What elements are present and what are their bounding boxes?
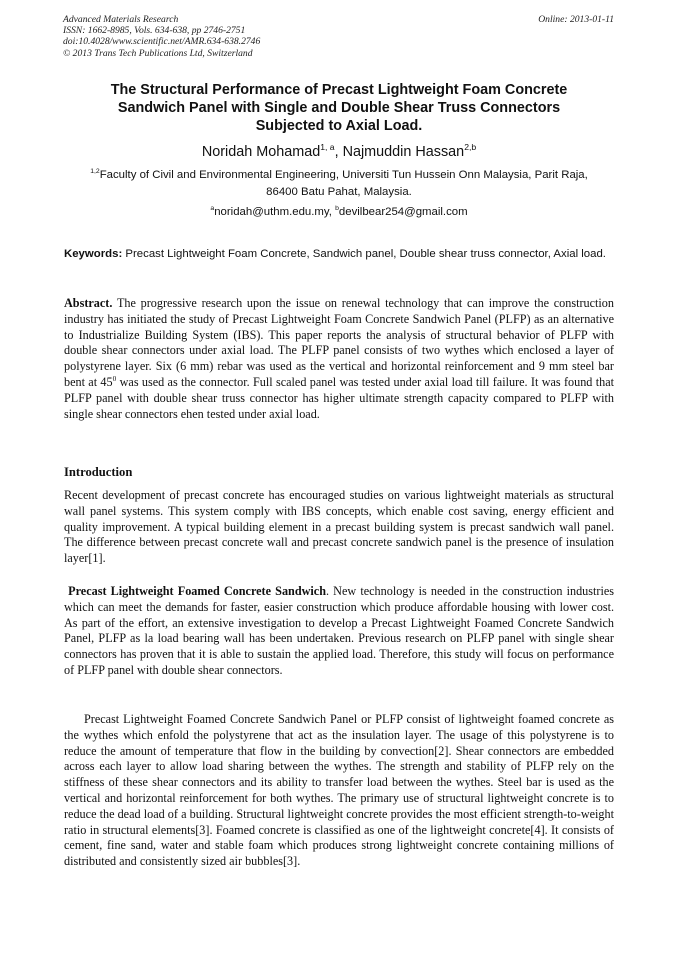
introduction-heading: Introduction — [64, 465, 133, 479]
paragraph-2-text: . New technology is needed in the construction industries which can meet the demands for faster, easier construction which produce affordable housing with lower cost. As part of the effort, an extensive investigation to develop a Precast Lightweight Foamed Concrete Sandwich Panel, PLFP as la load bearing wall has been undertaken. Previous research on PLFP panel with single shear connectors has proven that it is able to sustain the applied load. Therefore, this study will focus on performance of PLFP panel with double shear connectors. — [64, 584, 614, 677]
title-line-2: Sandwich Panel with Single and Double Shear Truss Connectors — [117, 100, 561, 116]
abstract-text-2: was used as the connector. Full scaled panel was tested under axial load till failure. It was found that PLFP panel with double shear truss connector has higher ultimate strength capacity compared to PLFP with single shear connectors ehen tested under axial load. — [64, 374, 615, 421]
paper-title — [64, 81, 614, 135]
journal-name: Advanced Materials Research — [63, 14, 179, 25]
intro-paragraph-1: Recent development of precast concrete has encouraged studies on various lightweight materials as structural wall panel systems. This system comply with IBS concepts, which enable cost saving, energy efficient and quality improvement. A typical building element in a precast building system is precast sandwich wall panel. The difference between precast concrete wall and precast concrete sandwich panel is the presence of insulation layer[1]. — [64, 488, 614, 566]
online-date: Online: 2013-01-11 — [538, 14, 614, 25]
email-a[interactable]: noridah@uthm.edu.my, — [214, 206, 336, 218]
intro-paragraph-3: Precast Lightweight Foamed Concrete Sandwich Panel or PLFP consist of lightweight foamed concrete as the wythes which enfold the polystyrene that act as the insulation layer. The usage of this polystyrene is to reduce the amount of temperature that flow in the building by convection[2]. Shear connectors are embedded across each layer to allow load sharing between the wythes. The strength and stability of PLFP rely on the stiffness of these shear connectors and its ability to transfer load between the wythes. Steel bar is used as the vertical and horizontal reinforcement for both wythes. The primary use of structural lightweight concrete is to reduce the dead load of a building. Structural lightweight concrete provides the most efficient strength-to-weight ratio in structural elements[3]. Foamed concrete is classified as one of the lightweight concrete[4]. It consists of cement, fine sand, water and stable foam which produces strong lightweight concrete containing millions of distributed and consistently sized air bubbles[3]. — [64, 712, 614, 869]
copyright-line: © 2013 Trans Tech Publications Ltd, Switzerland — [63, 47, 253, 59]
affiliation — [64, 167, 614, 201]
journal-header — [63, 14, 260, 59]
abstract-degree-superscript: 0 — [112, 373, 117, 383]
affiliation-line-2: 86400 Batu Pahat, Malaysia. — [266, 186, 412, 198]
affiliation-superscript: 1,2 — [90, 168, 100, 176]
affiliation-line-1 — [64, 167, 614, 184]
affiliation-text-1: Faculty of Civil and Environmental Engineering, Universiti Tun Hussein Onn Malaysia, Parit Raja, — [99, 169, 588, 181]
doi-line: doi:10.4028/www.scientific.net/AMR.634-638.2746 — [63, 36, 261, 48]
email-a-superscript: a — [210, 205, 215, 213]
abstract — [64, 296, 614, 422]
keywords — [64, 247, 614, 263]
keywords-text: Precast Lightweight Foam Concrete, Sandwich panel, Double shear truss connector, Axial load. — [122, 248, 606, 260]
author-2-superscript: 2,b — [464, 142, 477, 153]
author-list — [64, 142, 614, 162]
author-1-name: Noridah Mohamad — [201, 144, 321, 160]
intro-paragraph-2 — [64, 584, 614, 679]
email-b-superscript: b — [335, 205, 339, 213]
author-emails — [64, 204, 614, 220]
abstract-text-1: The progressive research upon the issue on renewal technology that can improve the construction industry has initiated the study of Precast Lightweight Foam Concrete Sandwich Panel (PLFP) as an alternative to Industrialize Building System (IBS). This paper reports the analysis of structural behavior of PLFP with double shear connectors under axial load. The PLFP panel consists of two wythes which enclosed a layer of polystyrene layer. Six (6 mm) rebar was used as the vertical and horizontal reinforcement and 9 mm steel bar bent at 45 — [64, 296, 614, 389]
paragraph-2-lead: Precast Lightweight Foamed Concrete Sandwich — [68, 584, 326, 598]
title-line-3: Subjected to Axial Load. — [255, 118, 423, 134]
author-1-superscript: 1, a — [320, 142, 335, 153]
issn-line: ISSN: 1662-8985, Vols. 634-638, pp 2746-2751 — [63, 25, 246, 37]
email-b[interactable]: devilbear254@gmail.com — [338, 206, 468, 218]
keywords-label: Keywords: — [64, 248, 123, 260]
abstract-label: Abstract. — [64, 296, 113, 310]
author-separator: , — [334, 144, 343, 160]
author-2-name: Najmuddin Hassan — [342, 144, 465, 160]
title-line-1: The Structural Performance of Precast Lightweight Foam Concrete — [110, 82, 568, 98]
